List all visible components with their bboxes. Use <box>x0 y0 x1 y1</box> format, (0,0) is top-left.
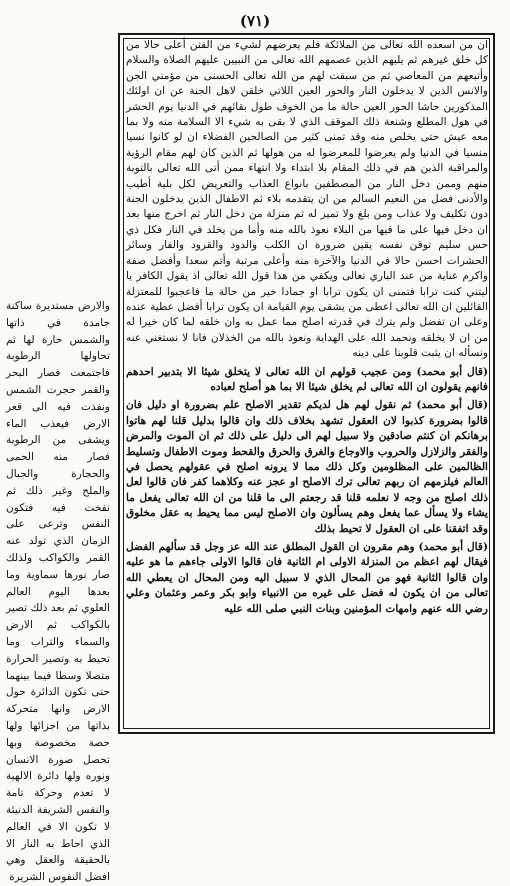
main-paragraph-4: (قال أبو محمد) وهم مقرون ان القول المطلق عند الله عز وجل قد سألهم الفضل فيقال لهم اعظم من المنزلة الاولى ام الثانية فان قالوا الاولى جاءهم ما هو عليه وان قالوا الثانية فهو من المحال الذي لا سبيل اليه ومن المحال ان يعطي الله تعالى من ان يكون له فضل على غيره من الانبياء وابو بكر وعمر وعثمان وعلي رضي الله عنهم وامهات المؤمنين وبنات النبي صلى الله عليه <box>126 541 488 615</box>
main-paragraph-1: ان من اسعده الله تعالى من الملائكة فلم يعرضهم لشيء من الفتن أعلى حالا من كل خلق غيرهم ثم يليهم الذين عصمهم الله تعالى من النبيين عليهم الصلاة والسلام وأتبعهم من المعاصي ثم من سبقت لهم من الله تعالى الحسنى من مؤمني الجن والانس الذين لا يدخلون النار والحور العين اللاتي خلقن لاهل الجنة عن ان اولئك المذكورين حاشا الحور العين حالة ما من الخوف طول بقائهم في الدنيا يوم الحشر في هول المطلع وشنعة ذلك الموقف الذي لا بقى به شيء الا السلامة منه ولا بما معه عيش حتى يخلص منه وقد تمنى كثير من الصالحين الفضلاء ان لو كانوا نسيا منسيا في الدنيا ولم يعرضوا للمعرضوا له من هولها ثم الذين كان لهم مقام الرؤية والمراقبة الذين هم في ذلك المقام بلا ابتداء ولا انتهاء ممن أتى الله تعالى بالتوبة منهم وممن دخل النار من المصطفين بانواع العذاب والتعريض لكل بلية أطيب والأدنى فضل من النعيم السالم من ان يتقدمه بلاء ثم الاطفال الذين يدخلون الجنة دون تكليف ولا عذاب ومن بلغ ولا تميز له ثم منزلة من دخل النار ثم اخرج منها بعد ان دخل فيها على ما فيها من البلاء نعوذ بالله منه وأما من يخلد في النار فكل ذي حس سليم توقن نفسه يقين ضرورة ان الكلب والدود والقرود والفار وسائر الحشرات احسن حالا في الدنيا والآخرة منه وأعلى مرتبة وأتم سعدا وأفضل صفة واكرم عناية من عند الباري تعالى ويكفي من هذا قول الله تعالى اذ يقول الكافر يا ليتني كنت ترابا فتمنى ان يكون ترابا او جمادا خير من حالة ما فاعجبوا للمعتزلة القائلين ان الله تعالى اعطى من يشقى يوم القيامة ان يكون ترابا أفضل عطية عنده وعلى ان تفضل ولم يترك في قدرته اصلح مما عمل به وان خلقه لما كان خيرا له من ان لا يخلقه ونحمد الله على الهداية ونعوذ بالله من الخذلان فانا لا نستغني عنه ونسأله ان يثبت قلوبنا على دينه <box>126 39 488 360</box>
margin-gloss: والارض مستديرة ساكنة جامدة في ذاتها والشمس حارة لها ثم تحاولها الرطوبة فاجتمعت فصار البحر والقمر حجرت الشمس ونفذت فيه الى قعر الارض فيعذب الماء ويشفى من الرطوبة فصار منه الحمى والحجارة والجبال والملح وغير ذلك ثم نفخت فيه فتكون النفس وترعى على الزمان الذي تولد عنه القمر والكواكب ولذلك صار نورها سماوية وما بعدها اليوم العالم العلوي ثم بعد ذلك تصير بالكواكب ثم الارض والسماء والتراب وما تحيط به وتصير الحرارة متصلا وسطا فيما بينهما حتى تكون الدائرة حول الارض وانها متحركة بذاتها من اجزائها ولها حصة مخصوصة وبها تحصل صورة الانسان ونوره ولها دائرة الالهية لا تعدم وحركة تامة والنفس الشريفة الدنيئة لا تكون الا في العالم الذي احاط به النار الا بالحقيقة والعقل وهي افضل النفوس الشريرة <box>6 300 110 884</box>
main-paragraph-3: (قال أبو محمد) ثم نقول لهم هل لديكم تقدير الاصلح علم بضرورة او دليل فان قالوا بضرورة كذبوا لان العقول تشهد بخلاف ذلك وان قالوا بدليل قلنا لهم هاتوا برهانكم ان كنتم صادقين ولا سبيل لهم الى دليل على ذلك ثم ان الموت والمرض والفقر والزلازل والحروب والاوجاع والغرق والحرق والقحط وموت الاطفال وتسليط الظالمين على المظلومين وكل ذلك مما لا يرونه اصلح في عقولهم يحصل في العالم فيلزمهم ان ربهم تعالى ترك الاصلح او عجز عنه وكلاهما كفر فان قالوا لعل ذلك اصلح من وجه لا نعلمه قلنا قد رجعتم الى ما قلنا من ان الله تعالى يفعل ما يشاء ولا يسأل عما يفعل وهم يسألون وان الاصلح ليس مما يحيط به عقل مخلوق وقد اتفقنا على ان العقول لا تحيط بذلك <box>126 399 488 535</box>
page-number: (٧١) <box>239 12 271 30</box>
main-text-block <box>126 38 488 728</box>
main-paragraph-2: (قال أبو محمد) ومن عجيب قولهم ان الله تعالى لا يتخلق شيئا الا بتدبير احدهم فانهم يقولون ان الله تعالى لم يخلق شيئا الا بما هو أصلح لعباده <box>126 365 488 393</box>
